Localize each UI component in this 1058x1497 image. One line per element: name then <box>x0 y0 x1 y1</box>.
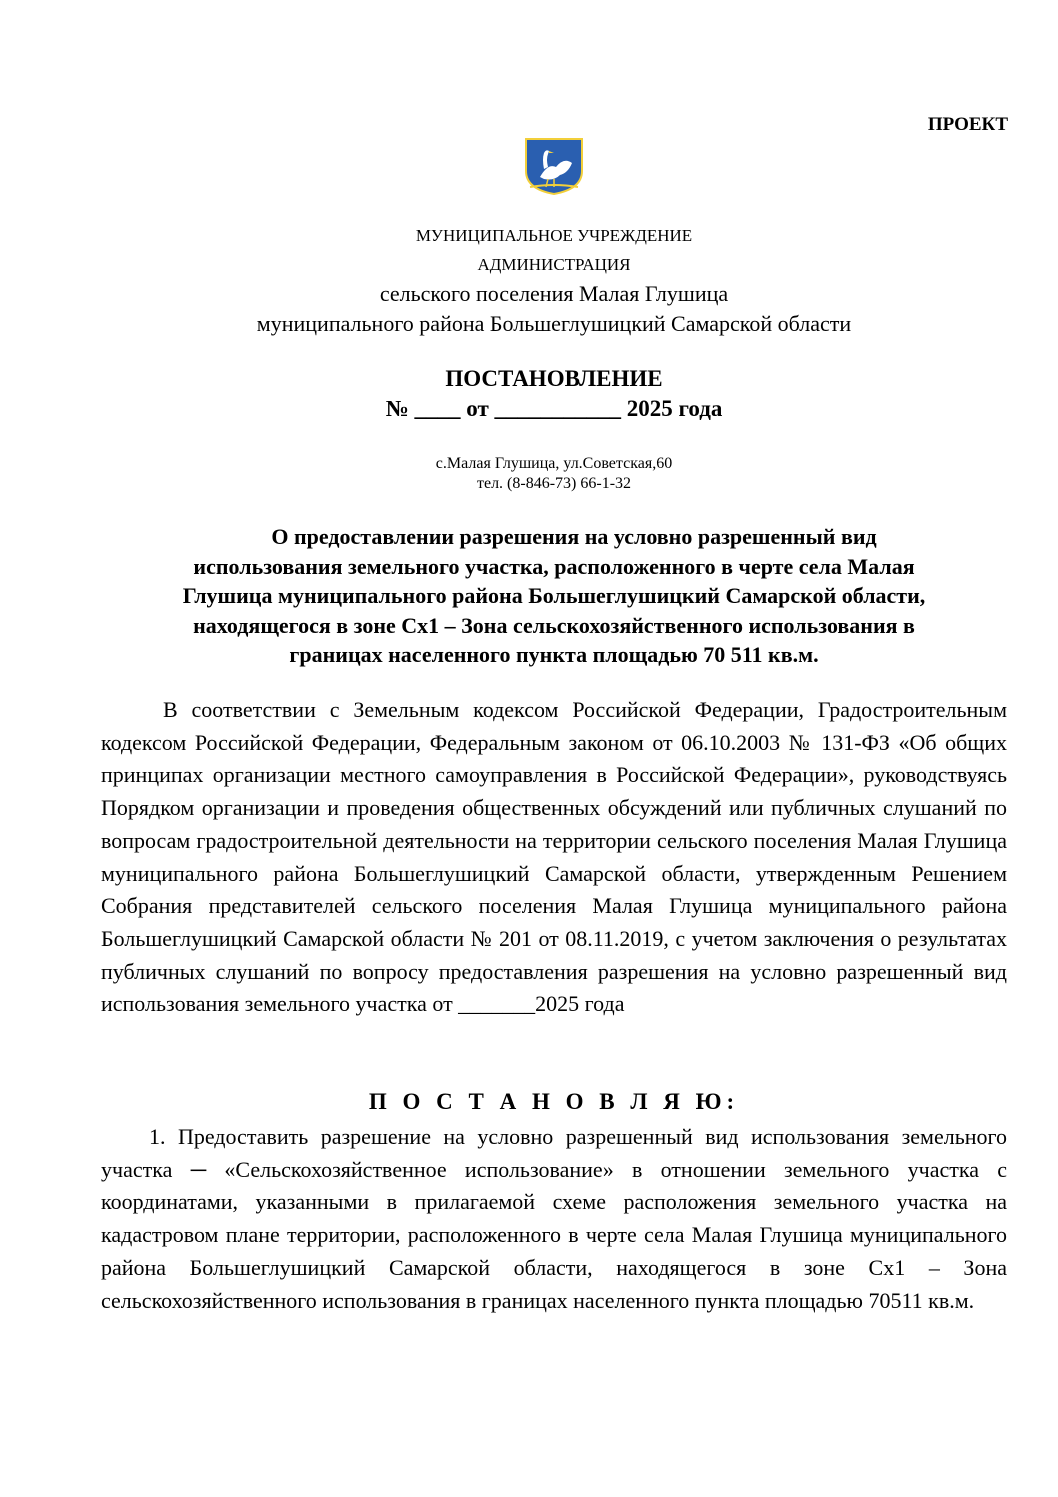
resolution-item-1: 1. Предоставить разрешение на условно разрешенный вид использования земельного участка ─ «Сельскохозяйственное использование» в отношении земельного участка с координатами, указанными в прилагаемой схеме расположения земельного участка на кадастровом плане территории, расположенного в черте села Малая Глушица муниципального района Большеглушицкий Самарской области, находящегося в зоне Сх1 – Зона сельскохозяйственного использования в границах населенного пункта площадью 70511 кв.м. <box>101 1124 1007 1313</box>
project-status-label: ПРОЕКТ <box>927 114 1008 135</box>
subject-line: О предоставлении разрешения на условно разрешенный вид <box>271 524 877 549</box>
subject-line: находящегося в зоне Сх1 – Зона сельскохозяйственного использования в <box>193 612 915 638</box>
coat-of-arms-bird-icon <box>524 137 584 195</box>
preamble-paragraph: В соответствии с Земельным кодексом Российской Федерации, Градостроительным кодексом Российской Федерации, Федеральным законом от 06.10.2003 № 131-ФЗ «Об общих принципах организации местного самоуправления в Российской Федерации», руководствуясь Порядком организации и проведения общественных обсуждений или публичных слушаний по вопросам градостроительной деятельности на территории сельского поселения Малая Глушица муниципального района Большеглушицкий Самарской области, утвержденным Решением Собрания представителей сельского поселения Малая Глушица муниципального района Большеглушицкий Самарской области № 201 от 08.11.2019, с учетом заключения о результатах публичных слушаний по вопросу предоставления разрешения на условно разрешенный вид использования земельного участка от _______2025 года <box>101 697 1007 1017</box>
institution-type: МУНИЦИПАЛЬНОЕ УЧРЕЖДЕНИЕ <box>415 226 693 245</box>
subject-line: использования земельного участка, расположенного в черте села Малая <box>193 553 915 579</box>
institution-settlement: сельского поселения Малая Глушица <box>379 281 729 306</box>
subject-line: Глушица муниципального района Большеглушицкий Самарской области, <box>182 583 926 608</box>
address-line: с.Малая Глушица, ул.Советская,60 <box>435 455 673 472</box>
decree-subject <box>100 522 1008 670</box>
resolve-heading: П О С Т А Н О В Л Я Ю: <box>368 1089 740 1114</box>
institution-district: муниципального района Большеглушицкий Самарской области <box>256 311 852 336</box>
decree-title: ПОСТАНОВЛЕНИЕ <box>445 366 663 391</box>
decree-number-line: № ____ от ___________ 2025 года <box>385 396 723 421</box>
institution-administration: АДМИНИСТРАЦИЯ <box>477 255 631 274</box>
phone-line: тел. (8-846-73) 66-1-32 <box>476 475 632 492</box>
subject-line: границах населенного пункта площадью 70 511 кв.м. <box>289 642 819 667</box>
